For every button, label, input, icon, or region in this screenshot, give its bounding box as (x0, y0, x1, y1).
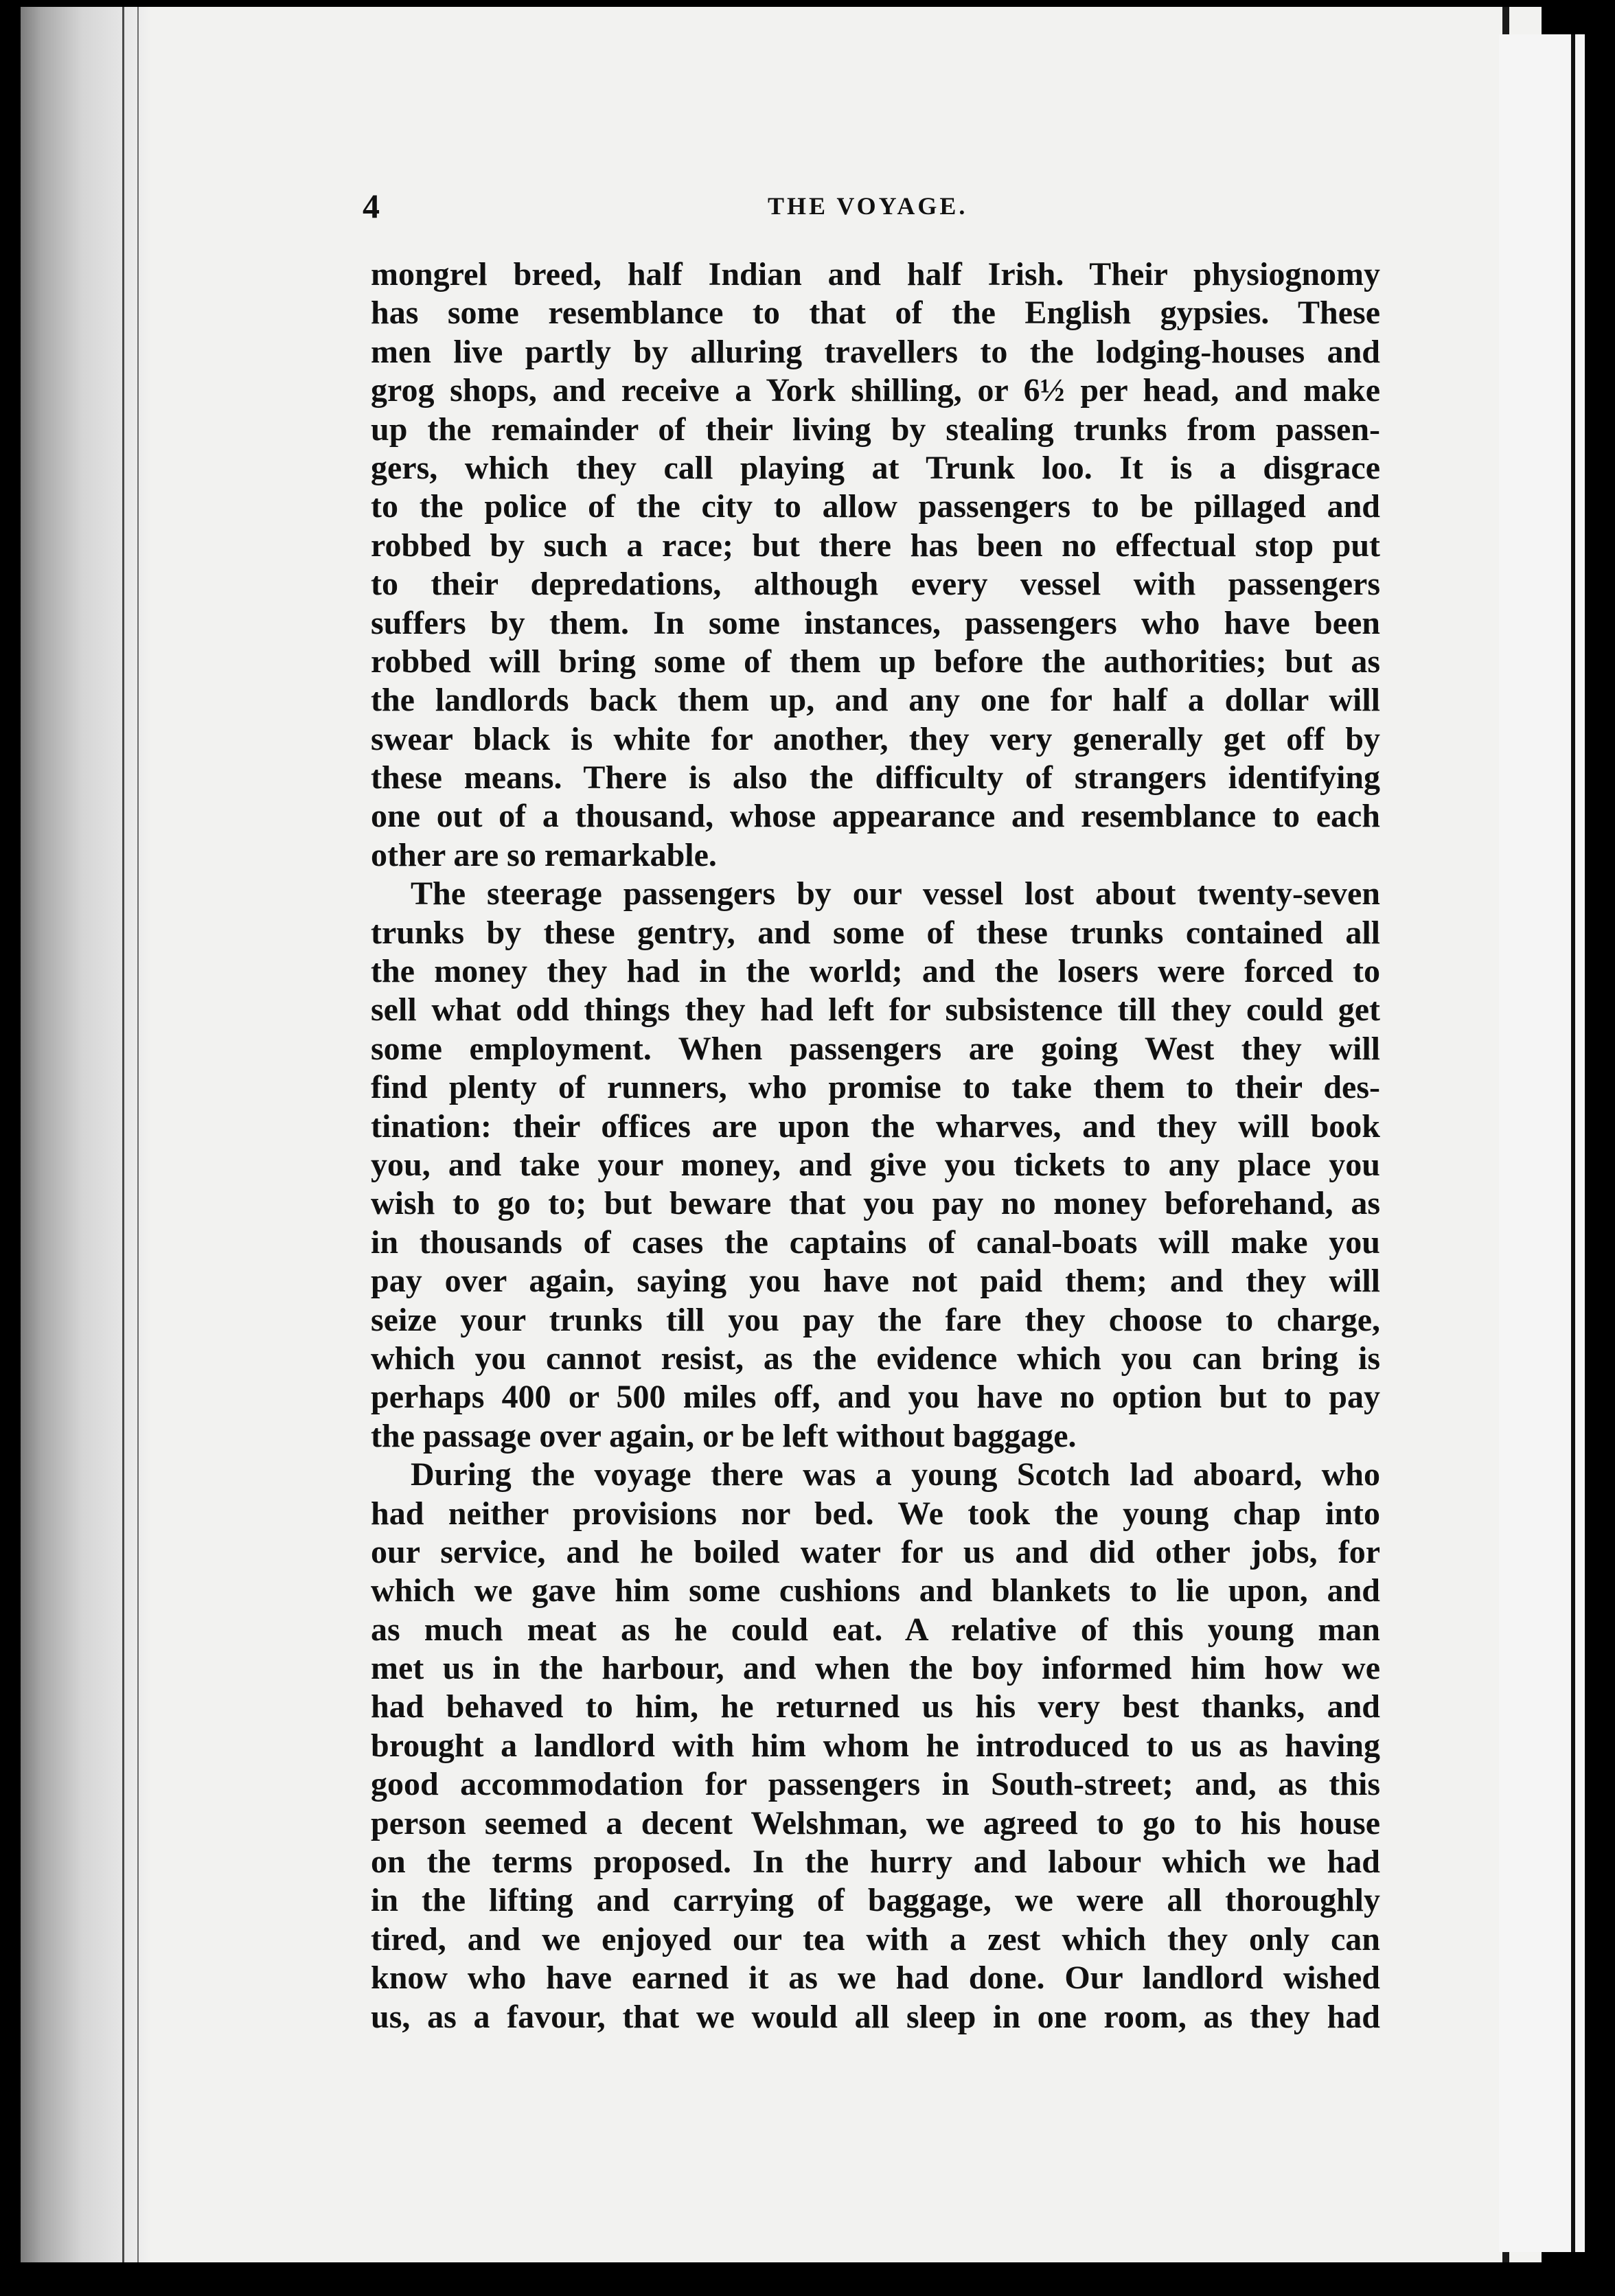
text-line: tination: their offices are upon the wharves, and they will book (371, 1107, 1380, 1145)
text-line: has some resemblance to that of the English gypsies. These (371, 295, 1380, 332)
text-line: our service, and he boiled water for us and did other jobs, for (371, 1533, 1380, 1570)
text-line: swear black is white for another, they very generally get off by (371, 720, 1380, 757)
text-line: gers, which they call playing at Trunk loo. It is a disgrace (371, 449, 1380, 486)
text-line: wish to go to; but beware that you pay no money beforehand, as (371, 1185, 1380, 1222)
text-line: had behaved to him, he returned us his very best thanks, and (371, 1688, 1380, 1725)
gutter-rule (137, 7, 139, 2262)
text-line: had neither provisions nor bed. We took the young chap into (371, 1495, 1380, 1532)
text-line: good accommodation for passengers in South-street; and, as this (371, 1766, 1380, 1803)
text-line: pay over again, saying you have not paid them; and they will (371, 1263, 1380, 1300)
text-line: us, as a favour, that we would all sleep in one room, as they had (371, 1998, 1380, 2035)
text-line: tired, and we enjoyed our tea with a zest which they only can (371, 1920, 1380, 1958)
text-line: up the remainder of their living by stealing trunks from passen- (371, 411, 1380, 448)
text-line: robbed will bring some of them up before the authorities; but as (371, 643, 1380, 680)
text-line: trunks by these gentry, and some of these trunks contained all (371, 914, 1380, 951)
text-line: person seemed a decent Welshman, we agreed to go to his house (371, 1804, 1380, 1841)
text-line: the money they had in the world; and the losers were forced to (371, 953, 1380, 990)
text-line: brought a landlord with him whom he introduced to us as having (371, 1727, 1380, 1764)
text-line: which you cannot resist, as the evidence which you can bring is (371, 1340, 1380, 1377)
page-number: 4 (363, 187, 380, 225)
gutter-rule (122, 7, 124, 2262)
text-line: on the terms proposed. In the hurry and labour which we had (371, 1844, 1380, 1881)
text-line: met us in the harbour, and when the boy informed him how we (371, 1650, 1380, 1687)
text-line: some employment. When passengers are going West they will (371, 1030, 1380, 1067)
text-line: in thousands of cases the captains of canal-boats will make you (371, 1224, 1380, 1261)
text-line: one out of a thousand, whose appearance and resemblance to each (371, 798, 1380, 835)
text-line: the passage over again, or be left without baggage. (371, 1417, 1077, 1454)
text-line: in the lifting and carrying of baggage, we were all thoroughly (371, 1882, 1380, 1919)
binding-gutter (21, 7, 151, 2262)
text-line: robbed by such a race; but there has been no effectual stop put (371, 527, 1380, 564)
text-line: men live partly by alluring travellers to the lodging-houses and (371, 333, 1380, 370)
text-line: grog shops, and receive a York shilling, or 6½ per head, and make (371, 372, 1380, 409)
text-line: find plenty of runners, who promise to take them to their des- (371, 1069, 1380, 1106)
text-line: the landlords back them up, and any one for half a dollar will (371, 682, 1380, 719)
text-line: to the police of the city to allow passengers to be pillaged and (371, 488, 1380, 525)
text-line: seize your trunks till you pay the fare they choose to charge, (371, 1301, 1380, 1338)
running-head: THE VOYAGE. (768, 192, 968, 220)
text-line: which we gave him some cushions and blankets to lie upon, and (371, 1572, 1380, 1609)
body-text (371, 255, 1380, 2036)
text-line: you, and take your money, and give you tickets to any place you (371, 1146, 1380, 1183)
text-line: suffers by them. In some instances, passengers who have been (371, 604, 1380, 641)
text-line: sell what odd things they had left for subsistence till they could get (371, 991, 1380, 1029)
text-line: The steerage passengers by our vessel lost about twenty-seven (411, 875, 1380, 912)
adjacent-page-rule (1571, 34, 1575, 2252)
text-line: know who have earned it as we had done. Our landlord wished (371, 1960, 1380, 1997)
text-line: to their depredations, although every vessel with passengers (371, 566, 1380, 603)
text-line: mongrel breed, half Indian and half Irish. Their physiognomy (371, 256, 1380, 292)
text-line: as much meat as he could eat. A relative of this young man (371, 1611, 1380, 1648)
text-line: perhaps 400 or 500 miles off, and you have no option but to pay (371, 1379, 1380, 1416)
text-line: During the voyage there was a young Scotch lad aboard, who (411, 1456, 1380, 1493)
text-line: these means. There is also the difficulty of strangers identifying (371, 759, 1380, 796)
text-line: other are so remarkable. (371, 836, 717, 873)
